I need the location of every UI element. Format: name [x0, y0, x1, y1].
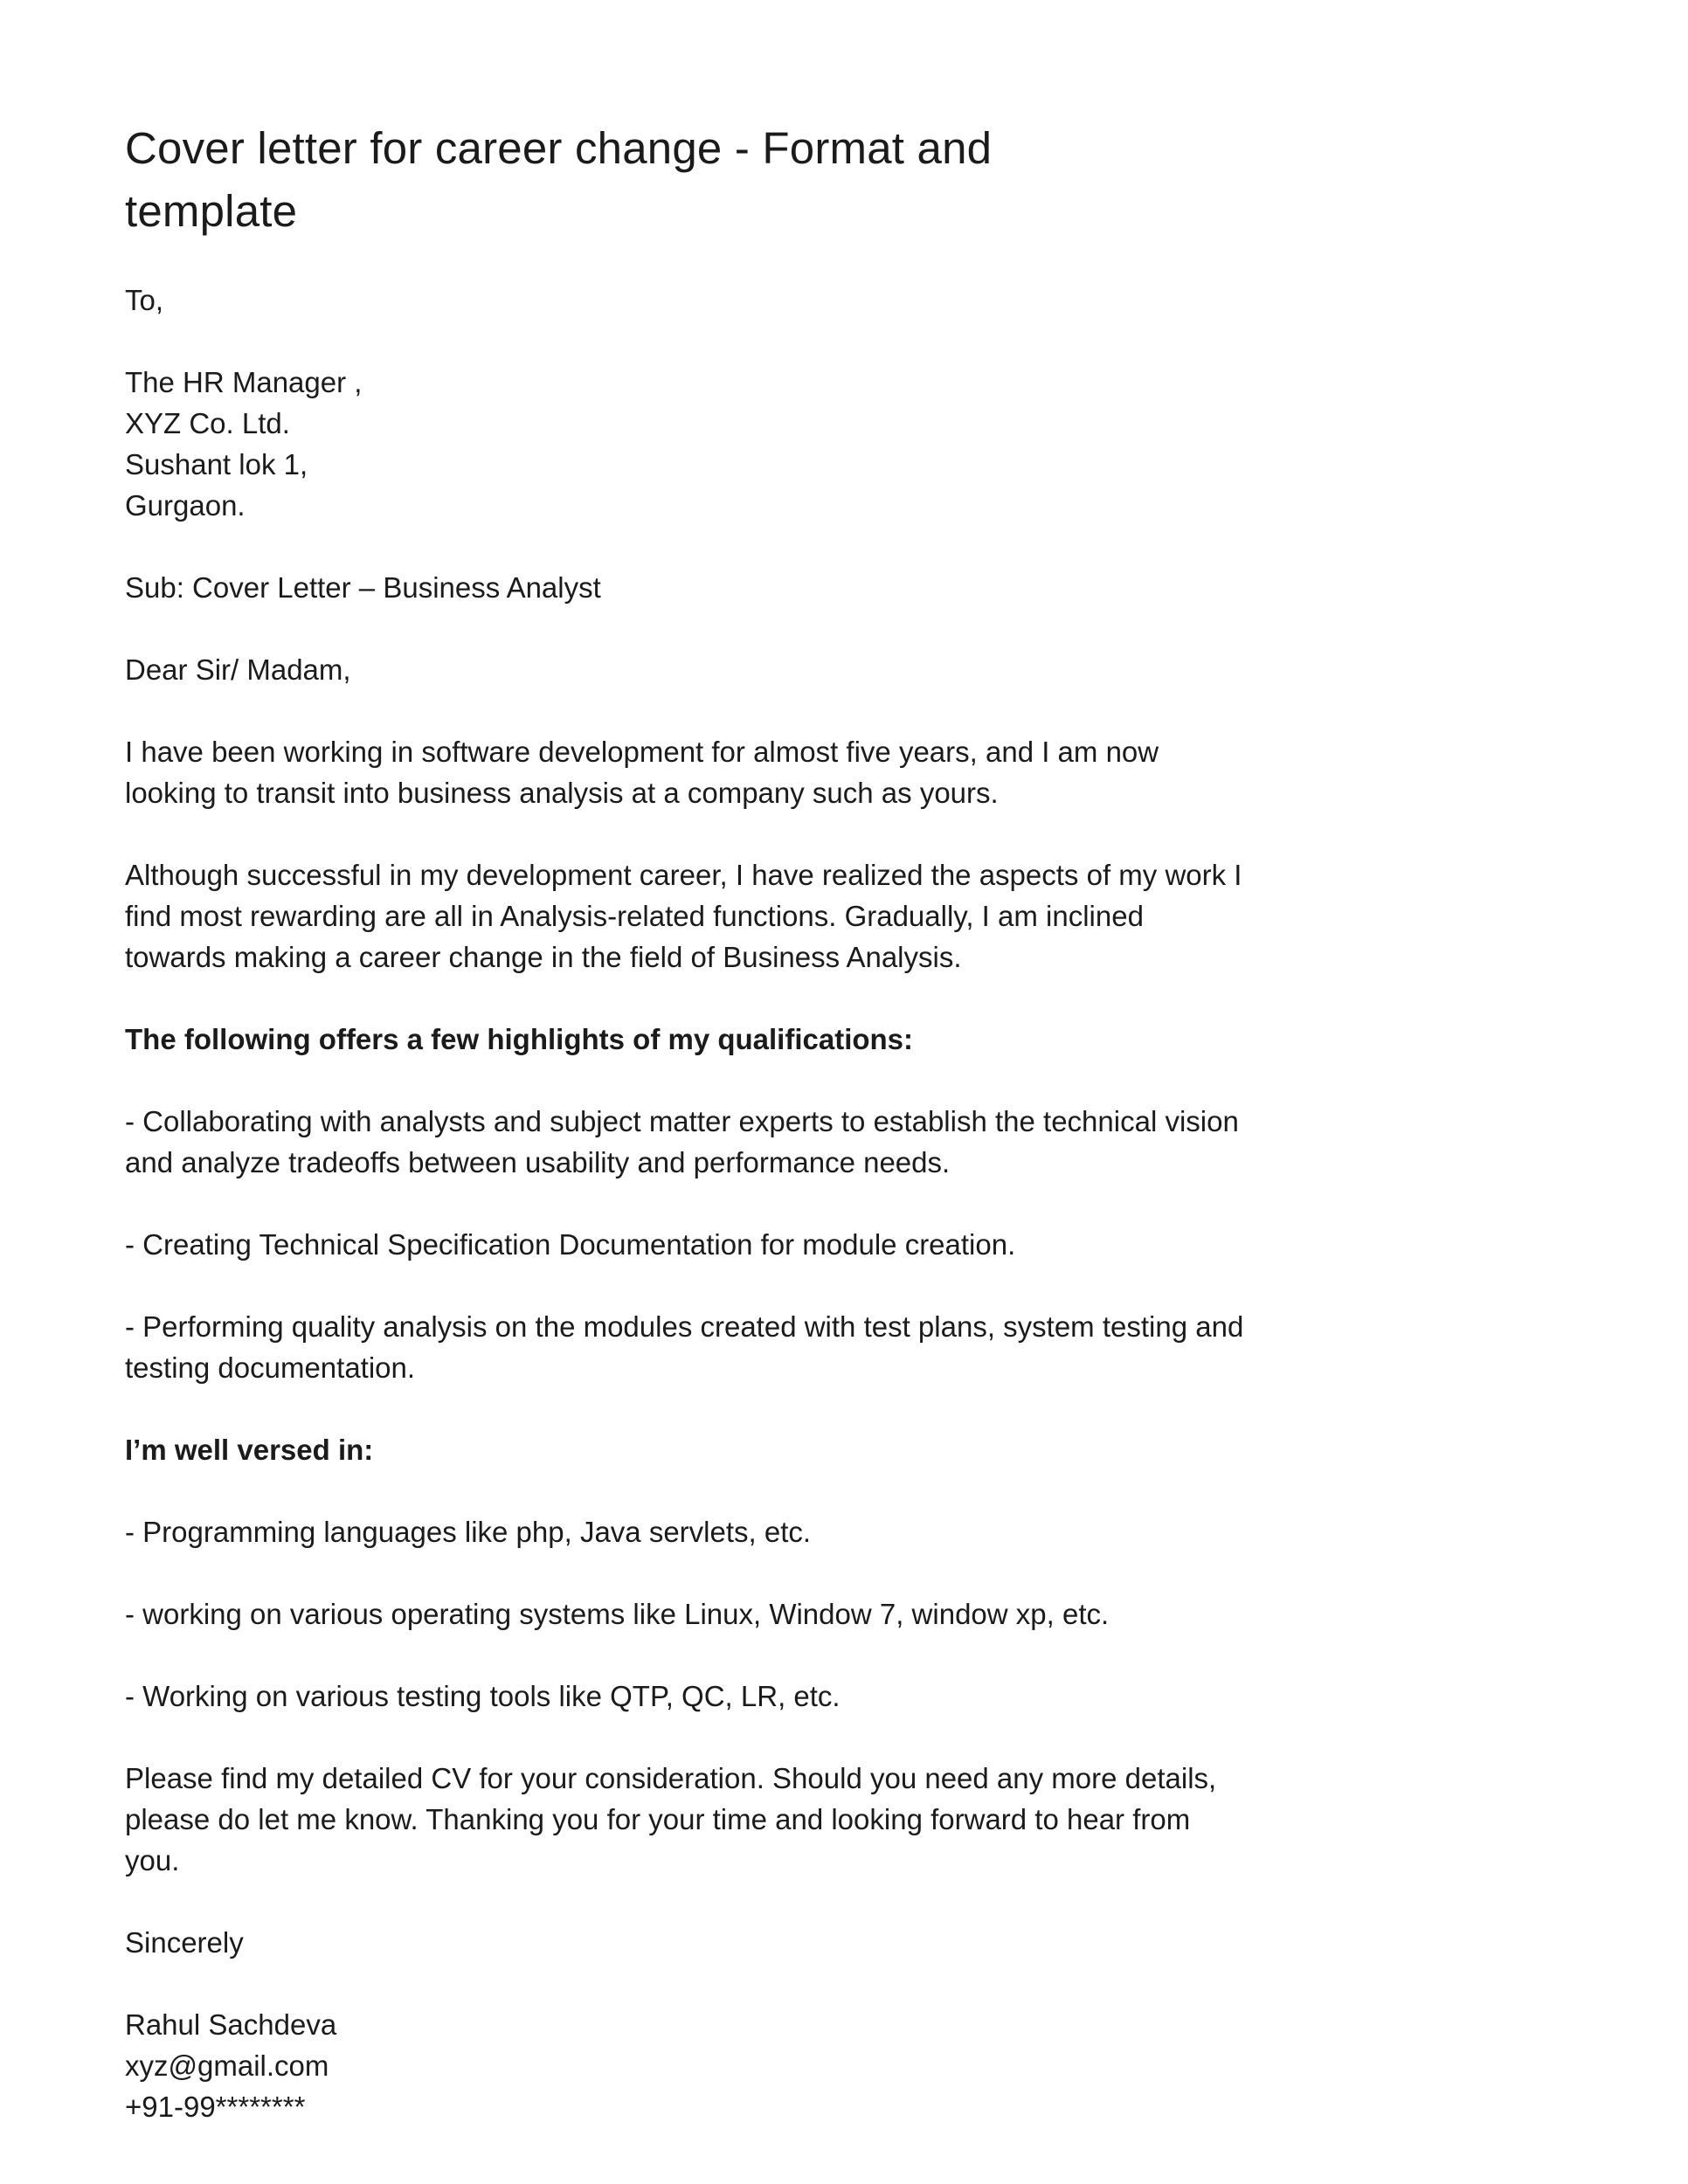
text-line: - Creating Technical Specification Documentation for module creation.: [125, 1228, 1016, 1261]
text-line: Although successful in my development career, I have realized the aspects of my work I: [125, 859, 1242, 891]
paragraph: [125, 649, 1540, 690]
text-line: - Programming languages like php, Java servlets, etc.: [125, 1516, 812, 1548]
section-heading: [125, 1019, 1540, 1060]
section-heading: [125, 1429, 1540, 1470]
text-line: XYZ Co. Ltd.: [125, 407, 290, 439]
paragraph: [125, 1306, 1540, 1388]
paragraph: [125, 362, 1540, 526]
text-line: +91-99********: [125, 2091, 306, 2123]
text-line: Gurgaon.: [125, 489, 246, 522]
text-line: The following offers a few highlights of my qualifications:: [125, 1023, 914, 1055]
letter-body: [125, 280, 1583, 2127]
text-line: please do let me know. Thanking you for your time and looking forward to hear from: [125, 1803, 1191, 1835]
text-line: towards making a career change in the field of Business Analysis.: [125, 941, 962, 973]
paragraph: [125, 1758, 1540, 1881]
paragraph: [125, 280, 1540, 321]
text-line: Sincerely: [125, 1926, 244, 1959]
page-title: [125, 117, 1583, 243]
text-line: Sub: Cover Letter – Business Analyst: [125, 571, 601, 604]
text-line: testing documentation.: [125, 1351, 416, 1384]
text-line: - working on various operating systems like Linux, Window 7, window xp, etc.: [125, 1598, 1110, 1630]
text-line: and analyze tradeoffs between usability and performance needs.: [125, 1146, 951, 1178]
paragraph: [125, 1101, 1540, 1183]
text-line: Please find my detailed CV for your consideration. Should you need any more details,: [125, 1762, 1217, 1794]
paragraph: [125, 1224, 1540, 1265]
paragraph: [125, 1593, 1540, 1635]
text-line: To,: [125, 284, 164, 316]
page-title-line-1: Cover letter for career change - Format and: [125, 123, 993, 173]
text-line: Rahul Sachdeva: [125, 2008, 337, 2041]
text-line: - Performing quality analysis on the modules created with test plans, system testing and: [125, 1310, 1244, 1343]
paragraph: [125, 567, 1540, 608]
paragraph: [125, 1676, 1540, 1717]
text-line: I’m well versed in:: [125, 1434, 374, 1466]
text-line: Sushant lok 1,: [125, 448, 308, 480]
text-line: you.: [125, 1844, 180, 1876]
text-line: - Collaborating with analysts and subject matter experts to establish the technical vision: [125, 1105, 1239, 1137]
text-line: - Working on various testing tools like QTP, QC, LR, etc.: [125, 1680, 841, 1712]
text-line: I have been working in software development for almost five years, and I am now: [125, 736, 1159, 768]
text-line: Dear Sir/ Madam,: [125, 653, 351, 686]
paragraph: [125, 731, 1540, 813]
paragraph: [125, 2004, 1540, 2127]
paragraph: [125, 1511, 1540, 1552]
text-line: The HR Manager ,: [125, 366, 363, 398]
paragraph: [125, 854, 1540, 978]
text-line: xyz@gmail.com: [125, 2049, 329, 2082]
page-title-line-2: template: [125, 186, 298, 236]
text-line: find most rewarding are all in Analysis-related functions. Gradually, I am inclined: [125, 900, 1144, 932]
paragraph: [125, 1922, 1540, 1963]
text-line: looking to transit into business analysis at a company such as yours.: [125, 777, 999, 809]
